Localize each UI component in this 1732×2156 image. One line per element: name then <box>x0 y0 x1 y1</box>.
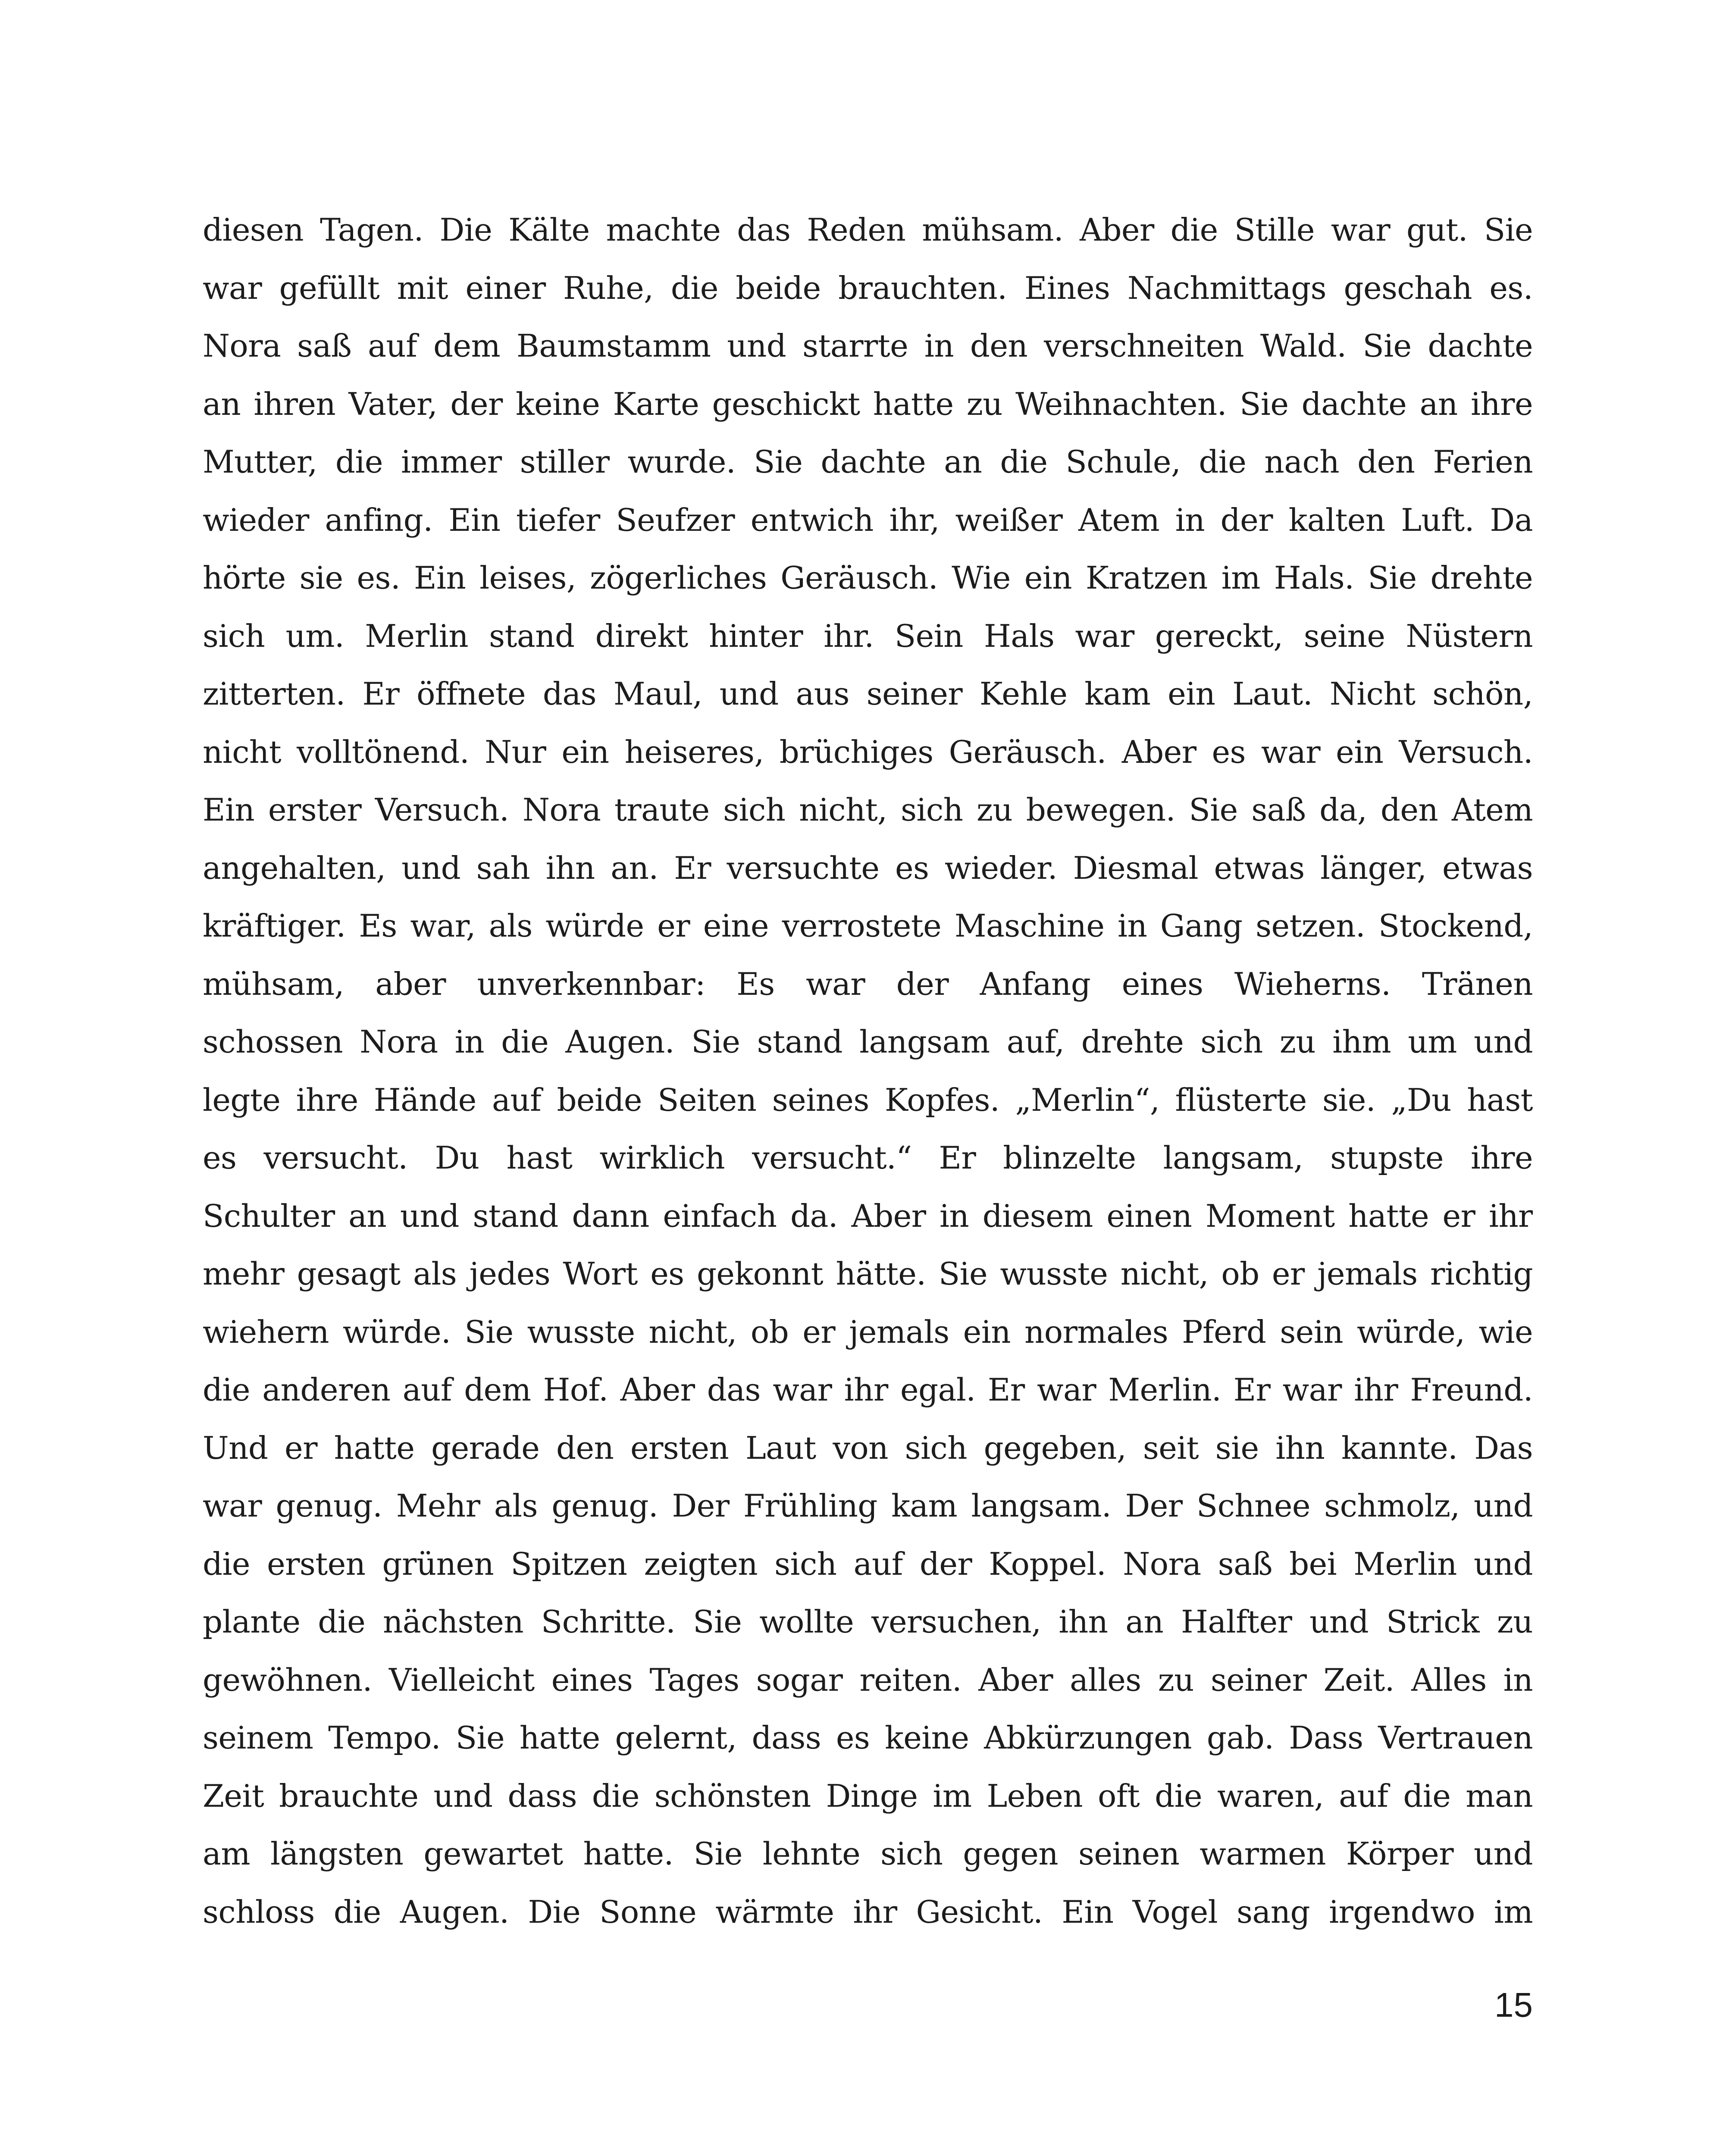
text-line: hörte sie es. Ein leises, zögerliches Geräusch. Wie ein Kratzen im Hals. Sie drehte <box>203 560 1533 596</box>
text-line: gewöhnen. Vielleicht eines Tages sogar reiten. Aber alles zu seiner Zeit. Alles in <box>203 1661 1533 1698</box>
text-line: seinem Tempo. Sie hatte gelernt, dass es keine Abkürzungen gab. Dass Vertrauen <box>203 1720 1533 1756</box>
text-line: war gefüllt mit einer Ruhe, die beide brauchten. Eines Nachmittags geschah es. <box>203 270 1533 306</box>
text-line: Mutter, die immer stiller wurde. Sie dachte an die Schule, die nach den Ferien <box>203 444 1533 480</box>
text-line: am längsten gewartet hatte. Sie lehnte sich gegen seinen warmen Körper und <box>203 1836 1533 1872</box>
text-line: die ersten grünen Spitzen zeigten sich auf der Koppel. Nora saß bei Merlin und <box>203 1545 1533 1582</box>
text-line: zitterten. Er öffnete das Maul, und aus seiner Kehle kam ein Laut. Nicht schön, <box>203 676 1533 712</box>
text-line: diesen Tagen. Die Kälte machte das Reden mühsam. Aber die Stille war gut. Sie <box>203 212 1533 248</box>
body-text <box>203 201 1533 1941</box>
text-line: schloss die Augen. Die Sonne wärmte ihr Gesicht. Ein Vogel sang irgendwo im <box>203 1893 1533 1930</box>
text-line: mehr gesagt als jedes Wort es gekonnt hätte. Sie wusste nicht, ob er jemals richtig <box>203 1256 1533 1292</box>
text-line: Und er hatte gerade den ersten Laut von sich gegeben, seit sie ihn kannte. Das <box>203 1429 1533 1466</box>
text-line: Nora saß auf dem Baumstamm und starrte in den verschneiten Wald. Sie dachte <box>203 328 1533 364</box>
text-line: nicht volltönend. Nur ein heiseres, brüchiges Geräusch. Aber es war ein Versuch. <box>203 733 1533 770</box>
text-line: plante die nächsten Schritte. Sie wollte versuchen, ihn an Halfter und Strick zu <box>203 1604 1533 1640</box>
text-line: die anderen auf dem Hof. Aber das war ihr egal. Er war Merlin. Er war ihr Freund. <box>203 1372 1533 1408</box>
text-line: es versucht. Du hast wirklich versucht.“ Er blinzelte langsam, stupste ihre <box>203 1140 1533 1176</box>
text-line: mühsam, aber unverkennbar: Es war der Anfang eines Wieherns. Tränen <box>203 965 1533 1002</box>
text-line: an ihren Vater, der keine Karte geschickt hatte zu Weihnachten. Sie dachte an ihre <box>203 385 1533 422</box>
text-line: war genug. Mehr als genug. Der Frühling kam langsam. Der Schnee schmolz, und <box>203 1488 1533 1524</box>
text-line: legte ihre Hände auf beide Seiten seines Kopfes. „Merlin“, flüsterte sie. „Du hast <box>203 1081 1533 1118</box>
text-line: kräftiger. Es war, als würde er eine verrostete Maschine in Gang setzen. Stockend, <box>203 908 1533 944</box>
text-line: sich um. Merlin stand direkt hinter ihr. Sein Hals war gereckt, seine Nüstern <box>203 617 1533 654</box>
text-line: Ein erster Versuch. Nora traute sich nicht, sich zu bewegen. Sie saß da, den Atem <box>203 792 1533 828</box>
text-line: angehalten, und sah ihn an. Er versuchte es wieder. Diesmal etwas länger, etwas <box>203 849 1533 886</box>
text-line: schossen Nora in die Augen. Sie stand langsam auf, drehte sich zu ihm um und <box>203 1024 1533 1060</box>
text-line: wiehern würde. Sie wusste nicht, ob er jemals ein normales Pferd sein würde, wie <box>203 1313 1533 1350</box>
text-line: wieder anfing. Ein tiefer Seufzer entwich ihr, weißer Atem in der kalten Luft. Da <box>203 501 1533 538</box>
text-line: Schulter an und stand dann einfach da. Aber in diesem einen Moment hatte er ihr <box>203 1197 1533 1234</box>
page-number: 15 <box>1494 1986 1533 2024</box>
text-line: Zeit brauchte und dass die schönsten Dinge im Leben oft die waren, auf die man <box>203 1777 1533 1814</box>
